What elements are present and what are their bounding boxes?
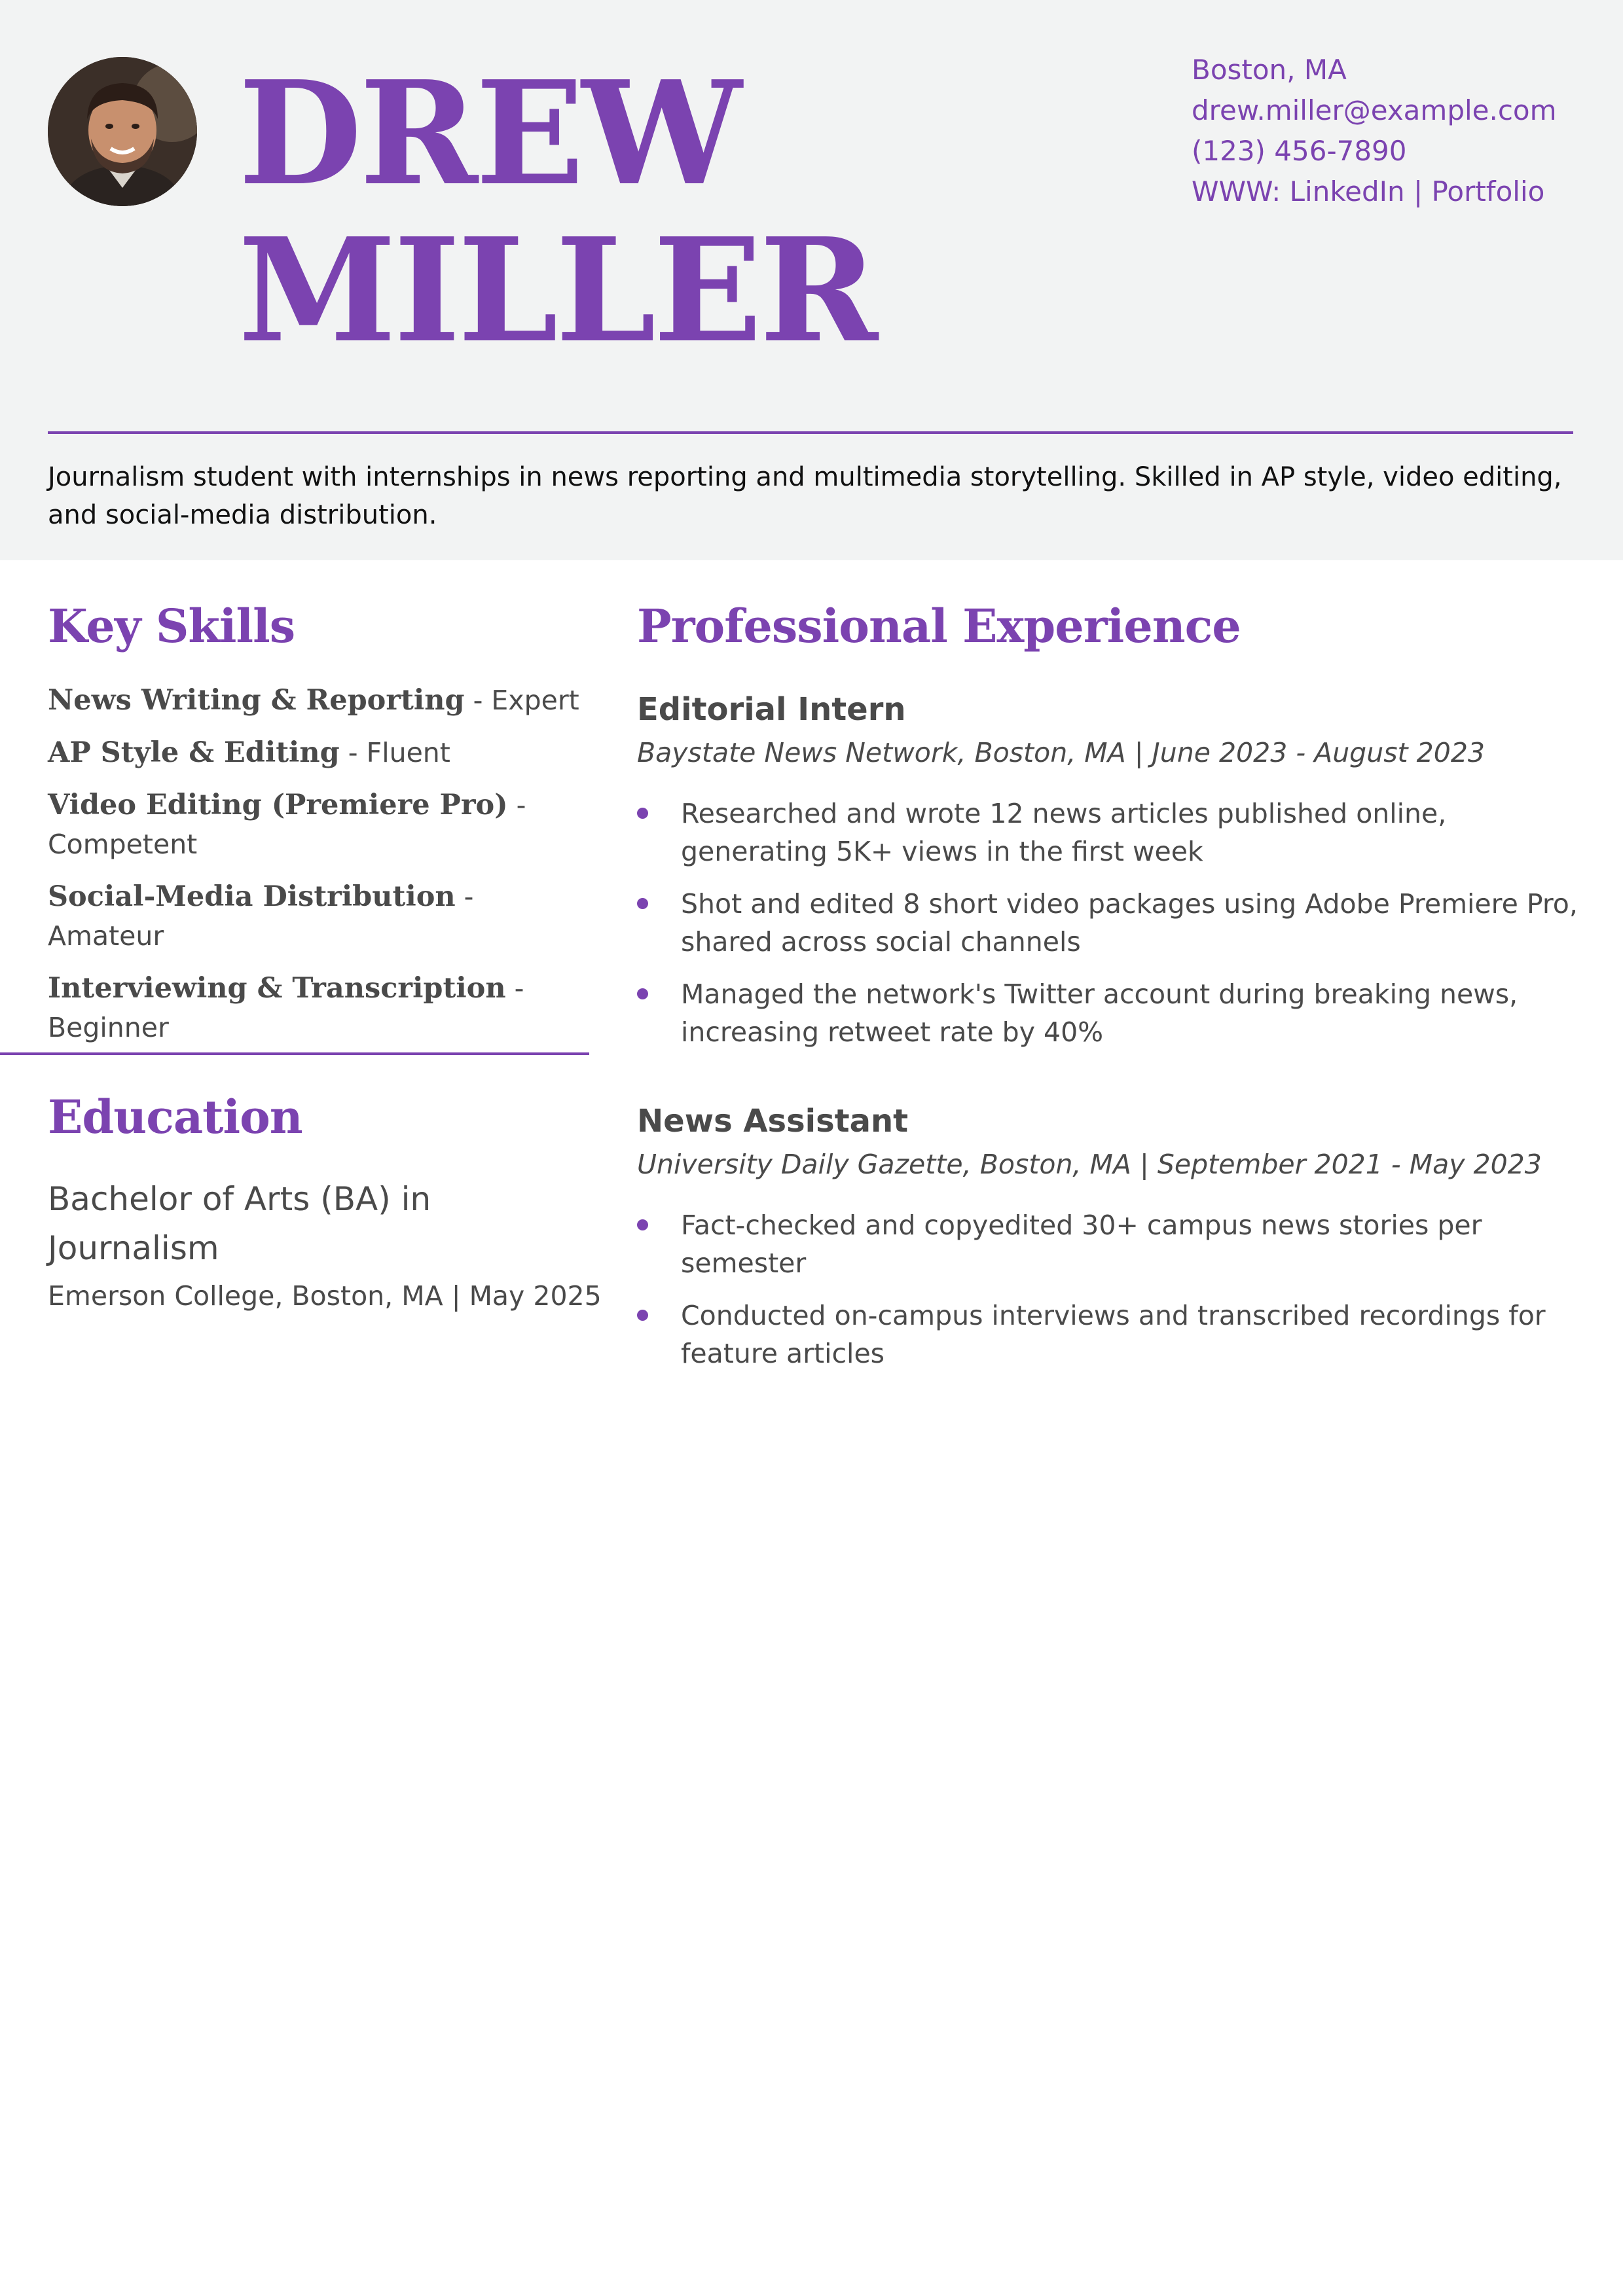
- bullet-item: [637, 795, 1580, 870]
- bullet-item: [637, 1206, 1580, 1282]
- contact-location: Boston, MA: [1192, 54, 1347, 86]
- portfolio-link[interactable]: Portfolio: [1431, 175, 1545, 207]
- skill-level: Amateur: [48, 920, 164, 952]
- skill-name: Interviewing & Transcription: [48, 972, 506, 1005]
- bullet-dot-icon: [637, 1219, 648, 1230]
- header-panel: [0, 0, 1623, 560]
- first-name: DREW: [238, 50, 740, 217]
- bullet-dot-icon: [637, 808, 648, 819]
- linkedin-link[interactable]: LinkedIn: [1289, 175, 1405, 207]
- contact-email[interactable]: drew.miller@example.com: [1192, 94, 1557, 126]
- bullet-dot-icon: [637, 988, 648, 999]
- bullet-item: [637, 975, 1580, 1051]
- web-prefix: WWW:: [1192, 175, 1281, 207]
- job-entry: [637, 1099, 1580, 1387]
- job-title: Editorial Intern: [637, 691, 906, 728]
- skill-item: [48, 733, 598, 772]
- job-org: University Daily Gazette, Boston, MA: [637, 1149, 1131, 1180]
- job-separator: |: [1139, 1149, 1149, 1180]
- job-separator: |: [1134, 737, 1144, 768]
- skill-separator: -: [507, 789, 526, 821]
- skill-separator: -: [464, 685, 492, 716]
- skills-heading: Key Skills: [48, 599, 295, 653]
- contact-info: [1192, 50, 1557, 212]
- bullet-text: Researched and wrote 12 news articles published online, generating 5K+ views in the first week: [681, 798, 1447, 867]
- skill-separator: -: [505, 973, 524, 1004]
- summary-text: Journalism student with internships in news reporting and multimedia storytelling. Skilled in AP style, video editing, and social-media distribution.: [48, 462, 1562, 530]
- skills-list: [48, 681, 598, 1060]
- experience-heading: Professional Experience: [637, 599, 1241, 653]
- job-dates: June 2023 - August 2023: [1152, 737, 1486, 768]
- degree-title: Bachelor of Arts (BA) in Journalism: [48, 1180, 431, 1267]
- skill-name: News Writing & Reporting: [48, 684, 465, 717]
- skill-separator: -: [455, 881, 474, 912]
- graduation-date: May 2025: [469, 1280, 602, 1312]
- job-title: News Assistant: [637, 1103, 909, 1139]
- web-separator: |: [1413, 175, 1423, 207]
- skill-item: [48, 969, 598, 1047]
- skill-separator: -: [339, 737, 367, 768]
- job-meta: [637, 1143, 1580, 1185]
- skill-level: Fluent: [366, 737, 450, 768]
- header-divider: [48, 431, 1573, 434]
- skill-level: Expert: [491, 685, 579, 716]
- job-org: Baystate News Network, Boston, MA: [637, 737, 1126, 768]
- job-bullets: [637, 1206, 1580, 1372]
- candidate-name: [238, 50, 876, 374]
- skill-name: Social-Media Distribution: [48, 880, 456, 913]
- bullet-item: [637, 1297, 1580, 1372]
- job-dates: September 2021 - May 2023: [1157, 1149, 1542, 1180]
- education-heading: Education: [48, 1090, 302, 1144]
- skill-level: Beginner: [48, 1012, 169, 1043]
- school-name: Emerson College, Boston, MA: [48, 1280, 443, 1312]
- skill-name: Video Editing (Premiere Pro): [48, 789, 508, 821]
- job-entry: [637, 687, 1580, 1066]
- profile-photo: [48, 57, 197, 206]
- job-bullets: [637, 795, 1580, 1051]
- bullet-text: Managed the network's Twitter account during breaking news, increasing retweet rate by 40%: [681, 978, 1518, 1048]
- skills-divider: [0, 1052, 589, 1055]
- contact-phone[interactable]: (123) 456-7890: [1192, 135, 1407, 167]
- bullet-item: [637, 885, 1580, 961]
- job-meta: [637, 732, 1580, 774]
- bullet-dot-icon: [637, 898, 648, 909]
- bullet-text: Shot and edited 8 short video packages using Adobe Premiere Pro, shared across social channels: [681, 888, 1578, 958]
- last-name: MILLER: [238, 207, 876, 374]
- skill-level: Competent: [48, 829, 198, 860]
- skill-name: AP Style & Editing: [48, 736, 340, 769]
- skill-item: [48, 681, 598, 720]
- skill-item: [48, 785, 598, 864]
- bullet-text: Fact-checked and copyedited 30+ campus news stories per semester: [681, 1210, 1482, 1279]
- school-separator: |: [451, 1280, 461, 1312]
- bullet-text: Conducted on-campus interviews and transcribed recordings for feature articles: [681, 1300, 1546, 1369]
- school-line: [48, 1276, 611, 1316]
- skill-item: [48, 877, 598, 956]
- bullet-dot-icon: [637, 1310, 648, 1321]
- contact-web: [1192, 171, 1557, 212]
